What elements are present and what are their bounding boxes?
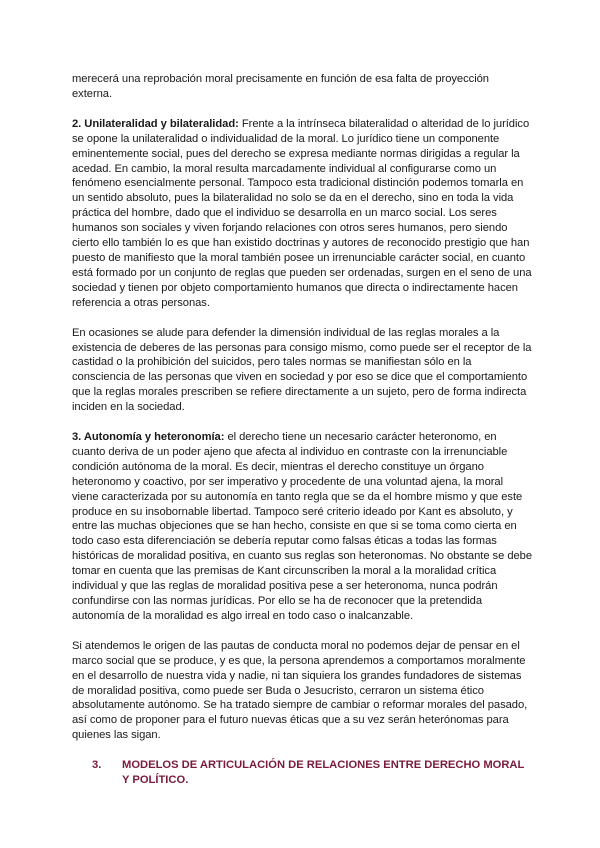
section-heading-text: MODELOS DE ARTICULACIÓN DE RELACIONES ENTRE DERECHO MORAL Y POLÍTICO. (122, 759, 525, 787)
paragraph-deberes: En ocasiones se alude para defender la dimensión individual de las reglas morales a la existencia de deberes de las personas para consigo mismo, como puede ser el receptor de la castidad o la prohibición del suicidos, pero tales normas se manifiestan sólo en la consciencia de las personas que viven en sociedad y por eso se dice que el comportamiento que la reglas morales prescriben se refiere directamente a un sujeto, pero de forma indirecta inciden en la sociedad. (72, 326, 532, 414)
paragraph-autonomia (72, 430, 532, 624)
document-page (72, 72, 532, 788)
paragraph-intro-continuation: merecerá una reprobación moral precisamente en función de esa falta de proyección externa. (72, 73, 489, 100)
section-heading-number: 3. (92, 759, 102, 772)
section-heading (72, 758, 532, 788)
paragraph-body: el derecho tiene un necesario carácter heteronomo, en cuanto deriva de un poder ajeno que afecta al individuo en contraste con la irrenunciable condición autónoma de la moral. Es decir, mientras el derecho constituye un órgano heteronomo y coactivo, por ser imperativo y procedente de una voluntad ajena, la moral viene caracterizada por su autonomía en tanto regla que se da el hombre mismo y que este produce en su insobornable libertad. Tampoco seré criterio ideado por Kant es absoluto, y entre las muchas objeciones que se han hecho, consiste en que si se toma como cierta en todo caso esta diferenciación se debería reputar como falsas éticas a todas las formas históricas de moralidad positiva, en cuanto sus reglas son heteronomas. No obstante se debe tomar en cuenta que las premisas de Kant circunscriben la moral a la moralidad crítica individual y que las reglas de moralidad positiva pese a ser heteronoma, nunca podrán confundirse con las normas jurídicas. Por ello se ha de reconocer que la pretendida autonomía de la moralidad es algo irreal en todo caso o inalcanzable. (72, 431, 533, 622)
paragraph-lead: 2. Unilateralidad y bilateralidad: (72, 117, 239, 130)
paragraph-unilateralidad (72, 117, 532, 311)
paragraph-origen-pautas: Si atendemos le origen de las pautas de conducta moral no podemos dejar de pensar en el marco social que se produce, y es que, la persona aprendemos a comportamos moralmente en el desarrollo de nuestra vida y nadie, ni tan siquiera los grandes fundadores de sistemas de moralidad positiva, como puede ser Buda o Jesucristo, cerraron un sistema ético absolutamente autónomo. Se ha tratado siempre de cambiar o reformar morales del pasado, así como de proponer para el futuro nuevas éticas que a su vez serán heterónomas para quienes las sigan. (72, 639, 528, 742)
paragraph-body: Frente a la intrínseca bilateralidad o alteridad de lo jurídico se opone la unilateralidad o individualidad de la moral. Lo jurídico tiene un componente eminentemente social, pues del derecho se expresa mediante normas dirigidas a regular la acedad. En cambio, la moral resulta marcadamente individual al configurarse como un fenómeno esencialmente personal. Tampoco esta tradicional distinción podemos tomarla en un sentido absoluto, pues la bilateralidad no solo se da en el derecho, sino en toda la vida práctica del hombre, dado que el individuo se desarrolla en un marco social. Los seres humanos son sociales y viven forjando relaciones con otros seres humanos, pero siendo cierto ello también lo es que han existido doctrinas y autores de reconocido prestigio que han puesto de manifiesto que la moral también posee un irrenunciable carácter social, en cuanto está formado por un conjunto de reglas que pueden ser ordenadas, surgen en el seno de una sociedad y tienen por objeto comportamiento humanos que directa o indirectamente hacen referencia a otras personas. (72, 117, 532, 309)
paragraph-lead: 3. Autonomía y heteronomía: (72, 431, 225, 444)
